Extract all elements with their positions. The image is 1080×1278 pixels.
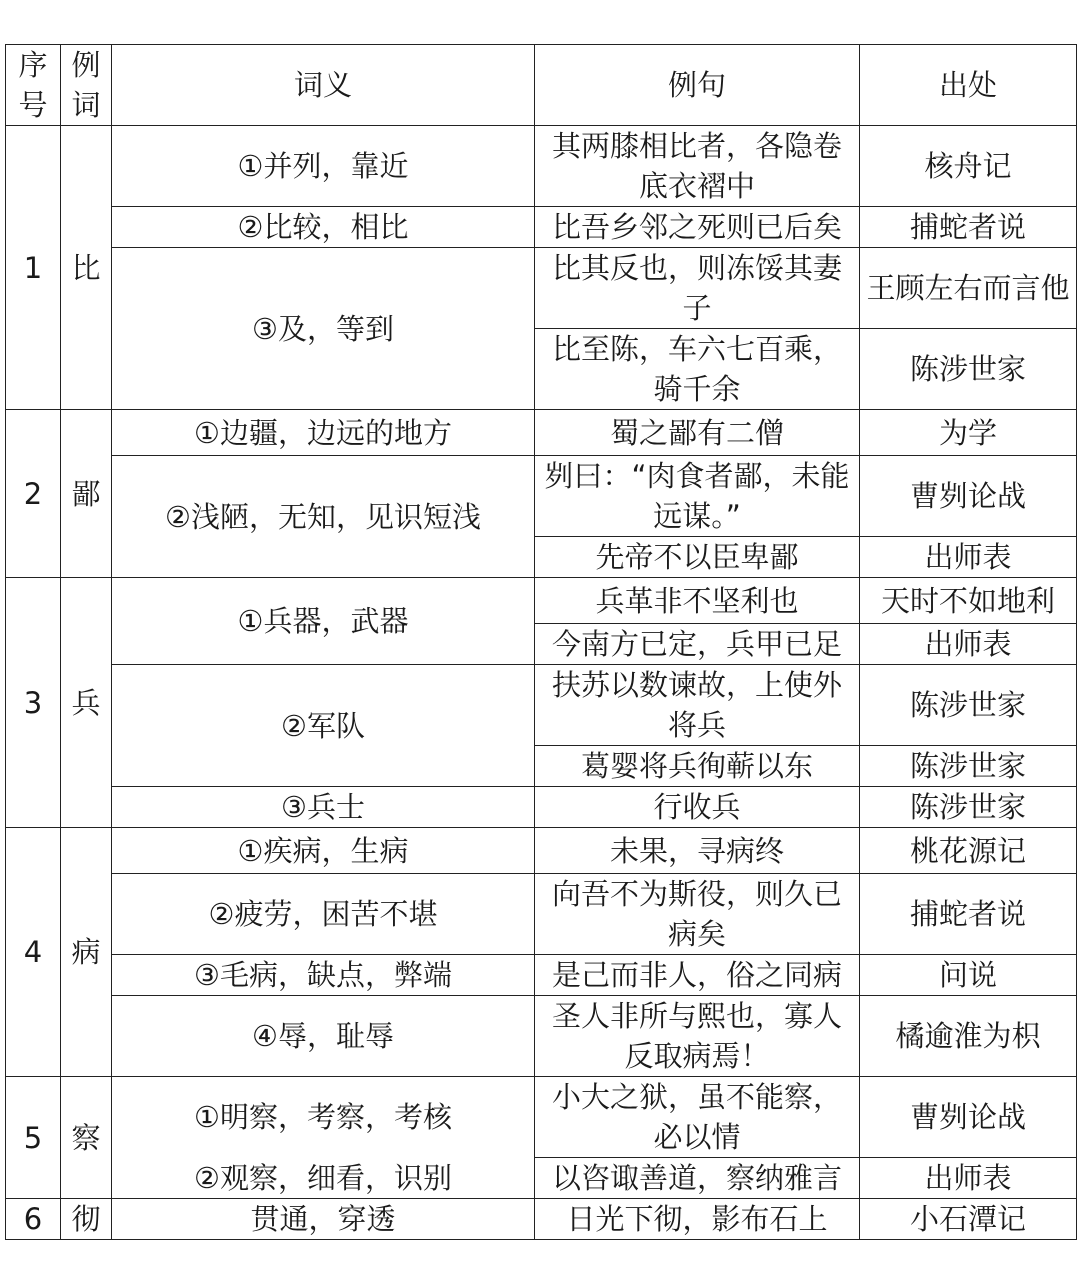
source-cell: 出师表 — [860, 624, 1077, 665]
header-meaning: 词义 — [112, 45, 535, 126]
meaning-cell: ①并列，靠近 — [112, 126, 535, 207]
group-no: 6 — [6, 1199, 61, 1240]
source-cell: 橘逾淮为枳 — [860, 996, 1077, 1077]
group-word: 兵 — [61, 578, 112, 828]
meaning-cell: ②观察，细看，识别 — [112, 1158, 535, 1199]
group-word: 比 — [61, 126, 112, 410]
header-source: 出处 — [860, 45, 1077, 126]
group-word: 察 — [61, 1077, 112, 1199]
source-cell: 陈涉世家 — [860, 746, 1077, 787]
example-cell: 蜀之鄙有二僧 — [535, 410, 860, 456]
source-cell: 天时不如地利 — [860, 578, 1077, 624]
table-row — [6, 874, 1077, 955]
table-row — [6, 248, 1077, 329]
meaning-cell: ③兵士 — [112, 787, 535, 828]
group-word: 彻 — [61, 1199, 112, 1240]
source-cell: 陈涉世家 — [860, 329, 1077, 410]
example-cell: 以咨诹善道，察纳雅言 — [535, 1158, 860, 1199]
example-cell: 向吾不为斯役，则久已病矣 — [535, 874, 860, 955]
source-cell: 小石潭记 — [860, 1199, 1077, 1240]
source-cell: 核舟记 — [860, 126, 1077, 207]
meaning-cell: ②比较，相比 — [112, 207, 535, 248]
table-row — [6, 1158, 1077, 1199]
meaning-cell: ②军队 — [112, 665, 535, 787]
group-no: 3 — [6, 578, 61, 828]
example-cell: 比其反也，则冻馁其妻子 — [535, 248, 860, 329]
example-cell: 是己而非人，俗之同病 — [535, 955, 860, 996]
header-word: 例词 — [61, 45, 112, 126]
table-row — [6, 787, 1077, 828]
example-cell: 葛婴将兵徇蕲以东 — [535, 746, 860, 787]
group-word: 鄙 — [61, 410, 112, 578]
source-cell: 问说 — [860, 955, 1077, 996]
meaning-cell: ④辱，耻辱 — [112, 996, 535, 1077]
group-no: 1 — [6, 126, 61, 410]
example-cell: 圣人非所与熙也，寡人反取病焉！ — [535, 996, 860, 1077]
header-example: 例句 — [535, 45, 860, 126]
example-cell: 先帝不以臣卑鄙 — [535, 537, 860, 578]
meaning-cell: ②疲劳，困苦不堪 — [112, 874, 535, 955]
group-no: 4 — [6, 828, 61, 1077]
source-cell: 捕蛇者说 — [860, 207, 1077, 248]
group-word: 病 — [61, 828, 112, 1077]
source-cell: 曹刿论战 — [860, 456, 1077, 537]
table-row — [6, 578, 1077, 624]
header-row — [6, 45, 1077, 126]
example-cell: 行收兵 — [535, 787, 860, 828]
table-row — [6, 456, 1077, 537]
meaning-cell: ①明察，考察，考核 — [112, 1077, 535, 1158]
source-cell: 捕蛇者说 — [860, 874, 1077, 955]
header-no: 序号 — [6, 45, 61, 126]
source-cell: 陈涉世家 — [860, 787, 1077, 828]
example-cell: 比吾乡邻之死则已后矣 — [535, 207, 860, 248]
source-cell: 桃花源记 — [860, 828, 1077, 874]
table-row — [6, 665, 1077, 746]
source-cell: 出师表 — [860, 537, 1077, 578]
meaning-cell: 贯通，穿透 — [112, 1199, 535, 1240]
group-no: 2 — [6, 410, 61, 578]
meaning-cell: ①兵器，武器 — [112, 578, 535, 665]
meaning-cell: ③毛病，缺点，弊端 — [112, 955, 535, 996]
example-cell: 日光下彻，影布石上 — [535, 1199, 860, 1240]
group-no: 5 — [6, 1077, 61, 1199]
example-cell: 今南方已定，兵甲已足 — [535, 624, 860, 665]
meaning-cell: ①边疆，边远的地方 — [112, 410, 535, 456]
source-cell: 出师表 — [860, 1158, 1077, 1199]
table-row — [6, 828, 1077, 874]
example-cell: 兵革非不坚利也 — [535, 578, 860, 624]
example-cell: 未果，寻病终 — [535, 828, 860, 874]
example-cell: 其两膝相比者，各隐卷底衣褶中 — [535, 126, 860, 207]
source-cell: 王顾左右而言他 — [860, 248, 1077, 329]
meaning-cell: ③及，等到 — [112, 248, 535, 410]
table-row — [6, 207, 1077, 248]
table-row — [6, 996, 1077, 1077]
source-cell: 为学 — [860, 410, 1077, 456]
example-cell: 比至陈，车六七百乘，骑千余 — [535, 329, 860, 410]
example-cell: 刿曰：“肉食者鄙，未能远谋。” — [535, 456, 860, 537]
source-cell: 陈涉世家 — [860, 665, 1077, 746]
meaning-cell: ①疾病，生病 — [112, 828, 535, 874]
example-cell: 扶苏以数谏故，上使外将兵 — [535, 665, 860, 746]
word-meaning-table — [5, 44, 1077, 1240]
table-row — [6, 1199, 1077, 1240]
table-row — [6, 955, 1077, 996]
table-row — [6, 410, 1077, 456]
example-cell: 小大之狱，虽不能察，必以情 — [535, 1077, 860, 1158]
table-row — [6, 126, 1077, 207]
table-row — [6, 1077, 1077, 1158]
source-cell: 曹刿论战 — [860, 1077, 1077, 1158]
meaning-cell: ②浅陋，无知，见识短浅 — [112, 456, 535, 578]
